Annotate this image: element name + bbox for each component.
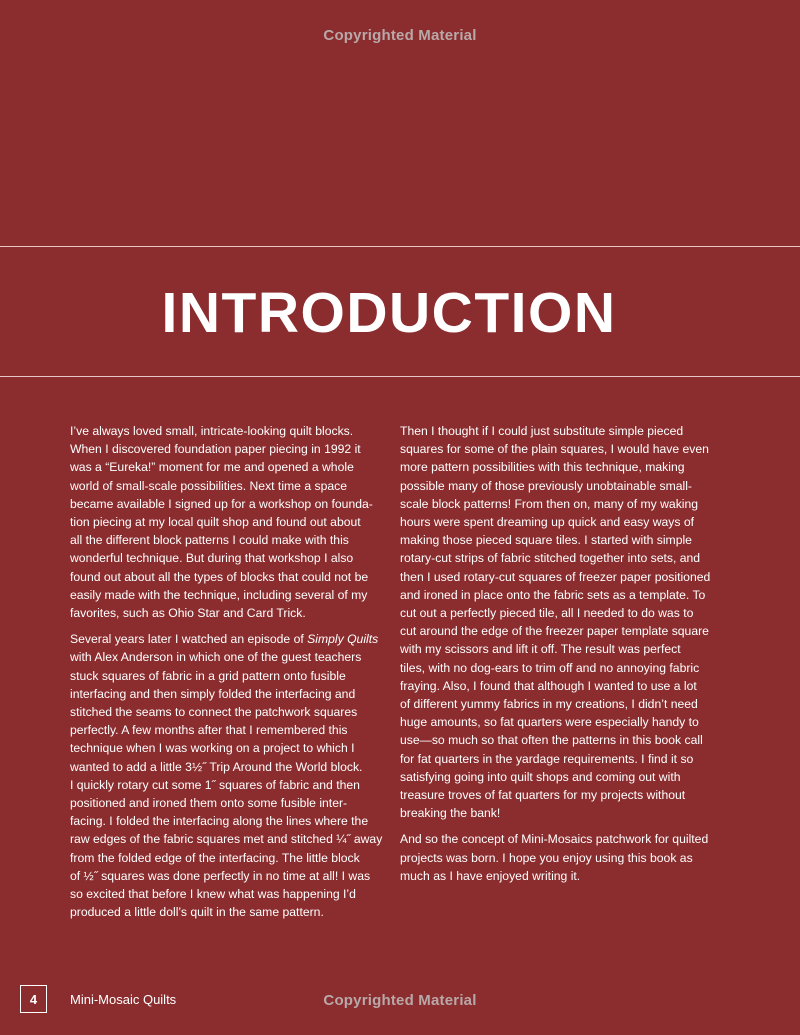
text-line: And so the concept of Mini-Mosaics patchwork for quilted bbox=[400, 832, 709, 847]
text-line: raw edges of the fabric squares met and stitched ¼˝ away bbox=[70, 832, 383, 847]
text-line: hours were spent dreaming up quick and easy ways of bbox=[400, 515, 695, 530]
paragraph bbox=[70, 630, 383, 921]
text-line: facing. I folded the interfacing along the lines where the bbox=[70, 814, 369, 829]
text-line: positioned and ironed them onto some fusible inter- bbox=[70, 796, 348, 811]
right-column bbox=[400, 422, 711, 893]
text-line: stuck squares of fabric in a grid pattern onto fusible bbox=[70, 668, 346, 683]
text-line: breaking the bank! bbox=[400, 806, 501, 821]
watermark-top: Copyrighted Material bbox=[323, 27, 477, 44]
watermark-bottom: Copyrighted Material bbox=[323, 992, 477, 1009]
text-line: so excited that before I knew what was happening I’d bbox=[70, 887, 356, 902]
text-line: perfectly. A few months after that I remembered this bbox=[70, 723, 348, 738]
page-title: INTRODUCTION bbox=[161, 281, 617, 345]
text-line: When I discovered foundation paper piecing in 1992 it bbox=[70, 442, 361, 457]
text-line: all the different block patterns I could make with this bbox=[70, 533, 349, 548]
text-line: I’ve always loved small, intricate-looking quilt blocks. bbox=[70, 424, 354, 438]
text-line: with Alex Anderson in which one of the guest teachers bbox=[70, 650, 362, 665]
text-line: produced a little doll’s quilt in the same pattern. bbox=[70, 905, 324, 920]
text-line: possible many of those previously unobtainable small- bbox=[400, 478, 692, 493]
text-line: for fat quarters in the yardage requirements. I find it so bbox=[400, 751, 694, 766]
title-rule-bottom bbox=[0, 376, 800, 377]
text-line: and ironed in place onto the fabric sets as a template. To bbox=[400, 587, 706, 602]
text-line: use—so much so that often the patterns in this book call bbox=[400, 733, 703, 748]
left-column bbox=[70, 422, 383, 929]
text-line: wanted to add a little 3½˝ Trip Around the World block. bbox=[70, 759, 363, 774]
text-line: world of small-scale possibilities. Next time a space bbox=[70, 478, 348, 493]
text-line: much as I have enjoyed writing it. bbox=[400, 868, 581, 883]
page-number: 4 bbox=[20, 985, 47, 1013]
text-line: cut around the edge of the freezer paper template square bbox=[400, 624, 709, 639]
text-line: more pattern possibilities with this technique, making bbox=[400, 460, 685, 475]
text-line: found out about all the types of blocks that could not be bbox=[70, 569, 369, 584]
text-line: making those pieced square tiles. I started with simple bbox=[400, 533, 692, 548]
text-line: Then I thought if I could just substitute simple pieced bbox=[400, 424, 684, 438]
text-line: projects was born. I hope you enjoy using this book as bbox=[400, 850, 693, 865]
text-line: rotary-cut strips of fabric stitched together into sets, and bbox=[400, 551, 701, 566]
text-line: Several years later I watched an episode of Simply Quilts bbox=[70, 632, 379, 647]
text-line: of ½˝ squares was done perfectly in no time at all! I was bbox=[70, 868, 371, 883]
text-line: I quickly rotary cut some 1˝ squares of fabric and then bbox=[70, 777, 360, 792]
text-line: easily made with the technique, including several of my bbox=[70, 587, 368, 602]
text-line: then I used rotary-cut squares of freezer paper positioned bbox=[400, 569, 711, 584]
text-line: tion piecing at my local quilt shop and found out about bbox=[70, 515, 361, 530]
text-line: technique when I was working on a project to which I bbox=[70, 741, 355, 756]
text-line: huge amounts, so fat quarters were especially handy to bbox=[400, 715, 699, 730]
text-line: scale block patterns! From then on, many of my waking bbox=[400, 496, 699, 511]
paragraph bbox=[70, 422, 373, 622]
text-line: tiles, with no dog-ears to trim off and no annoying fabric bbox=[400, 660, 700, 675]
text-line: of different yummy fabrics in my creations, I didn’t need bbox=[400, 697, 698, 712]
text-line: from the folded edge of the interfacing. The little block bbox=[70, 850, 360, 865]
text-line: interfacing and then simply folded the interfacing and bbox=[70, 686, 356, 701]
text-line: wonderful technique. But during that workshop I also bbox=[70, 551, 354, 566]
text-line: squares for some of the plain squares, I would have even bbox=[400, 442, 709, 457]
text-line: with my scissors and lift it off. The result was perfect bbox=[400, 642, 681, 657]
title-rule-top bbox=[0, 246, 800, 247]
paragraph bbox=[400, 830, 709, 885]
text-line: became available I signed up for a workshop on founda- bbox=[70, 496, 373, 511]
text-line: stitched the seams to connect the patchwork squares bbox=[70, 705, 358, 720]
text-line: favorites, such as Ohio Star and Card Trick. bbox=[70, 606, 306, 621]
text-line: satisfying going into quilt shops and coming out with bbox=[400, 769, 681, 784]
text-line: fraying. Also, I found that although I wanted to use a lot bbox=[400, 678, 697, 693]
paragraph bbox=[400, 422, 711, 822]
text-line: cut out a perfectly pieced tile, all I needed to do was to bbox=[400, 606, 694, 621]
running-footer-title: Mini-Mosaic Quilts bbox=[70, 992, 177, 1007]
show-title: Simply Quilts bbox=[307, 632, 379, 647]
text-line: treasure troves of fat quarters for my projects without bbox=[400, 788, 686, 803]
text-line: was a “Eureka!” moment for me and opened a whole bbox=[70, 460, 354, 475]
